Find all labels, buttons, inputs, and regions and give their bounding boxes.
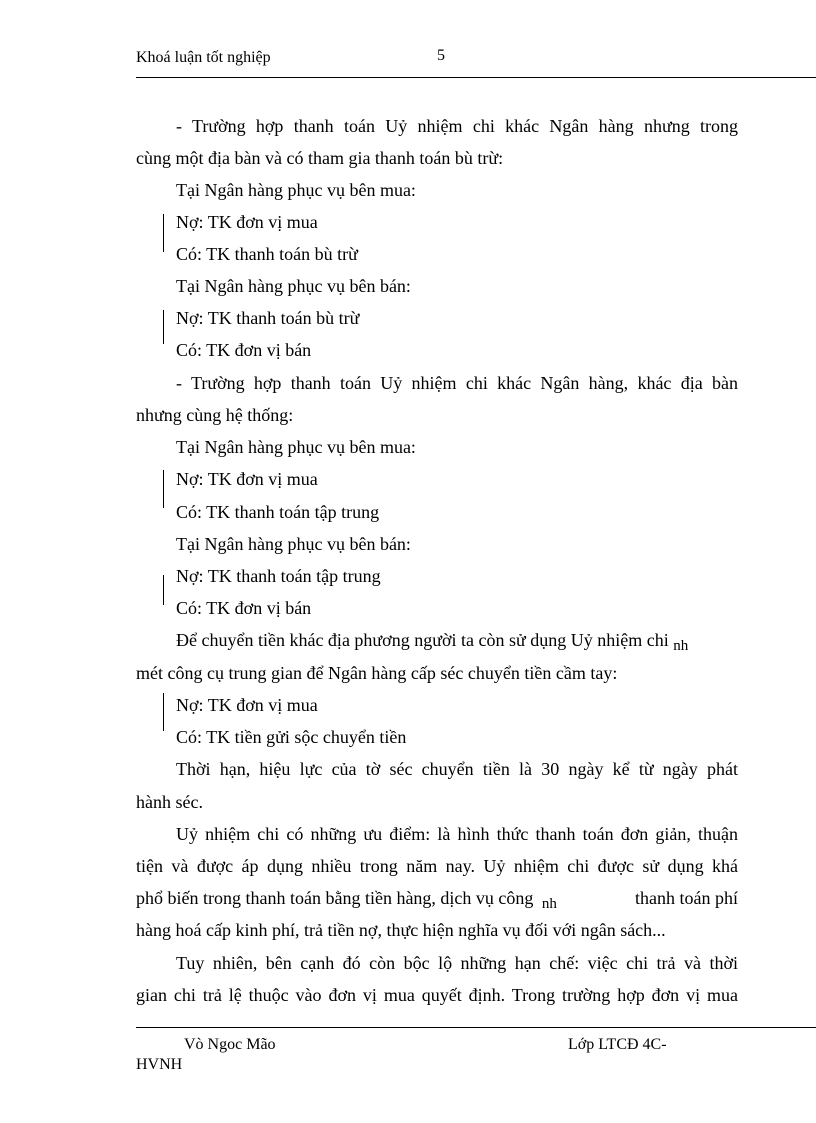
- paragraph-text: Để chuyển tiền khác địa phương người ta còn sử dụng Uỷ nhiệm chi: [176, 630, 669, 650]
- header-rule: [136, 77, 816, 78]
- paragraph-line: Thời hạn, hiệu lực của tờ séc chuyển tiền là 30 ngày kể từ ngày phát: [176, 759, 738, 779]
- credit-entry: Có: TK đơn vị bán: [176, 598, 312, 618]
- entry-bracket: [163, 470, 164, 508]
- footer-class: Lớp LTCĐ 4C-: [568, 1036, 667, 1053]
- paragraph-line: Tại Ngân hàng phục vụ bên bán:: [176, 534, 411, 554]
- paragraph-line: Tuy nhiên, bên cạnh đó còn bộc lộ những hạn chế: việc chi trả và thời: [176, 953, 738, 973]
- debit-entry: Nợ: TK đơn vị mua: [176, 469, 318, 489]
- paragraph-line: gian chi trả lệ thuộc vào đơn vị mua quyết định. Trong trường hợp đơn vị mua: [136, 985, 738, 1005]
- credit-entry: Có: TK đơn vị bán: [176, 340, 312, 360]
- paragraph-line: hàng hoá cấp kinh phí, trả tiền nợ, thực hiện nghĩa vụ đối với ngân sách...: [136, 920, 666, 940]
- entry-bracket: [163, 310, 164, 344]
- paragraph-line: - Trường hợp thanh toán Uỷ nhiệm chi khác Ngân hàng, khác địa bàn: [176, 373, 738, 393]
- debit-entry: Nợ: TK đơn vị mua: [176, 695, 318, 715]
- stray-fragment: nh: [541, 896, 557, 912]
- credit-entry: Có: TK tiền gửi sộc chuyển tiền: [176, 727, 407, 747]
- credit-entry: Có: TK thanh toán bù trừ: [176, 244, 358, 264]
- entry-bracket: [163, 575, 164, 605]
- paragraph-line: nhưng cùng hệ thống:: [136, 405, 294, 425]
- debit-entry: Nợ: TK thanh toán tập trung: [176, 566, 381, 586]
- paragraph-line: Tại Ngân hàng phục vụ bên mua:: [176, 180, 416, 200]
- footer-rule: [136, 1027, 816, 1028]
- paragraph-line: mét công cụ trung gian để Ngân hàng cấp séc chuyển tiền cầm tay:: [136, 663, 618, 683]
- entry-bracket: [163, 693, 164, 731]
- entry-bracket: [163, 214, 164, 252]
- paragraph-line: [176, 629, 688, 653]
- paragraph-text: phổ biến trong thanh toán bằng tiền hàng, dịch vụ công: [136, 888, 534, 908]
- page-header: [136, 47, 816, 77]
- paragraph-line: - Trường hợp thanh toán Uỷ nhiệm chi khác Ngân hàng nhưng trong: [176, 116, 738, 136]
- paragraph-line: Uỷ nhiệm chi có những ưu điểm: là hình thức thanh toán đơn giản, thuận: [176, 824, 738, 844]
- paragraph-line: cùng một địa bàn và có tham gia thanh toán bù trừ:: [136, 148, 504, 168]
- paragraph-line: [136, 887, 738, 911]
- stray-fragment: nh: [673, 638, 689, 654]
- debit-entry: Nợ: TK đơn vị mua: [176, 212, 318, 232]
- paragraph-line: Tại Ngân hàng phục vụ bên mua:: [176, 437, 416, 457]
- header-title: Khoá luận tốt nghiệp: [136, 49, 271, 66]
- paragraph-line: tiện và được áp dụng nhiều trong năm nay. Uỷ nhiệm chi được sử dụng khá: [136, 856, 738, 876]
- paragraph-line: Tại Ngân hàng phục vụ bên bán:: [176, 276, 411, 296]
- debit-entry: Nợ: TK thanh toán bù trừ: [176, 308, 360, 328]
- footer-author: Vò Ngoc Mão: [184, 1036, 276, 1053]
- paragraph-line: hành séc.: [136, 792, 203, 812]
- credit-entry: Có: TK thanh toán tập trung: [176, 502, 380, 522]
- footer-class-cont: HVNH: [136, 1056, 183, 1073]
- paragraph-text: thanh toán phí: [635, 888, 738, 908]
- page-number: 5: [437, 47, 445, 64]
